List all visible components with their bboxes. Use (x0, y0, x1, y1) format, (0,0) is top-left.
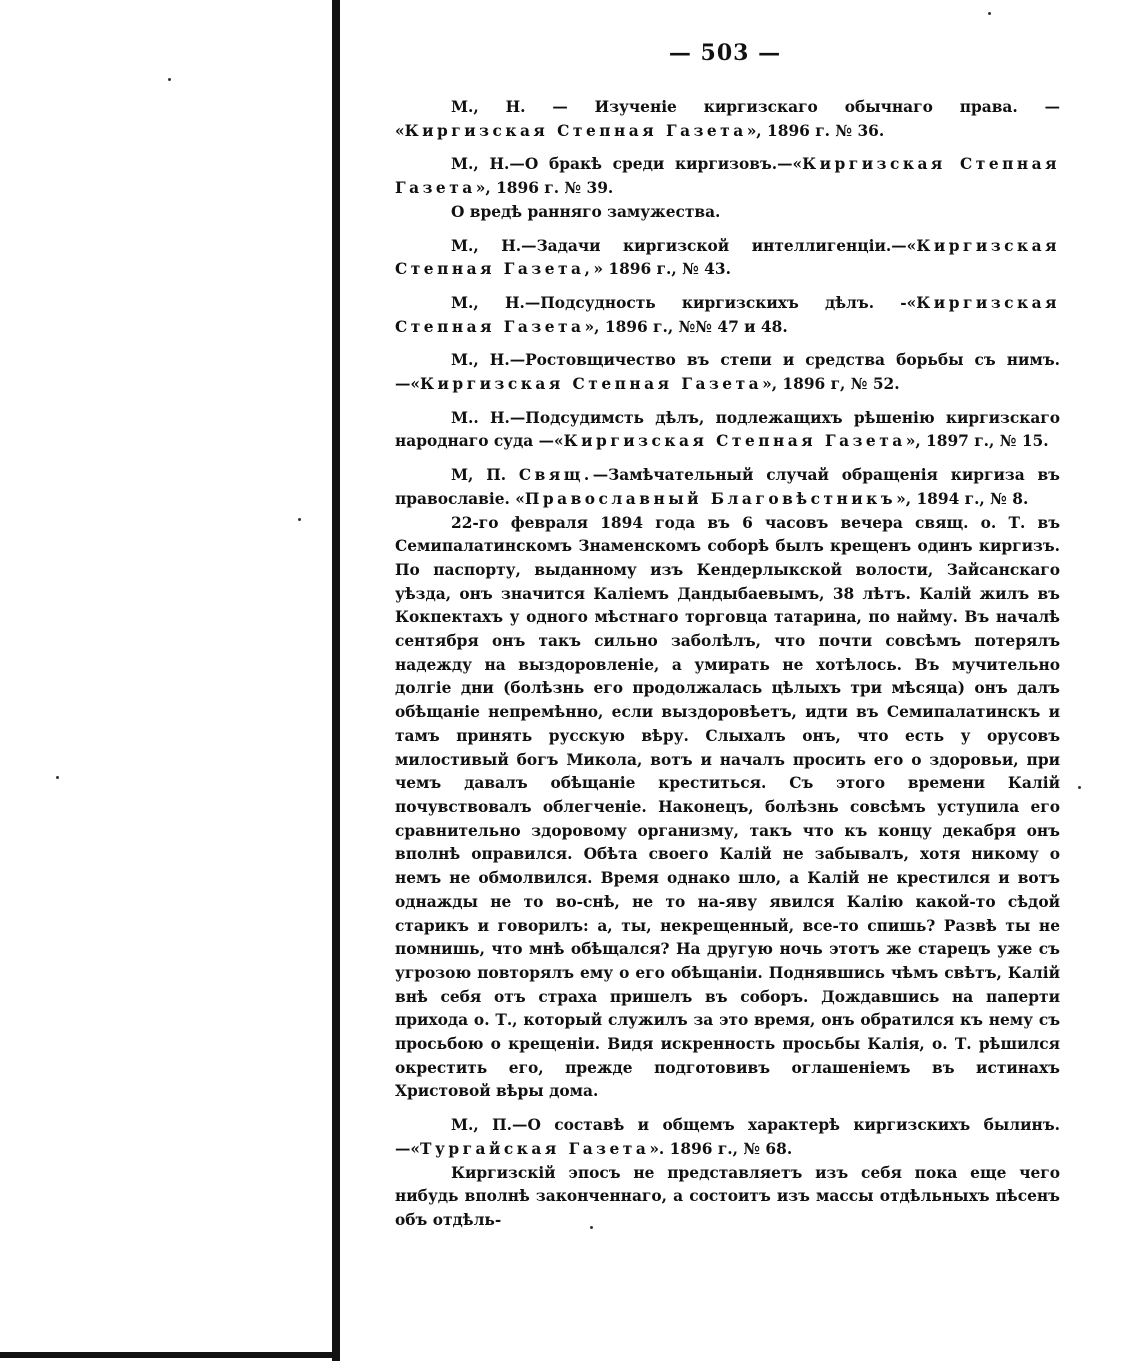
bibliography-entry (395, 464, 1060, 511)
scan-speck (298, 518, 301, 521)
entry-author: М., Н.— (451, 236, 537, 255)
entry-author: М., Н.— (451, 155, 525, 174)
entry-author: М., П.— (451, 1116, 528, 1135)
bibliography-entry (395, 235, 1060, 282)
entry-citation: », 1894 г., № 8. (896, 489, 1029, 508)
entry-title: Задачи киргизской интеллигенціи.—« (536, 236, 917, 255)
entry-title: —Замѣчательный случай обращенія киргиза въ православіе. « (395, 466, 1060, 508)
left-margin-blank (0, 0, 330, 1361)
bibliography-entry (395, 1114, 1060, 1161)
scan-speck (168, 78, 171, 81)
entry-source: Киргизская Степная Газета (420, 375, 763, 394)
scan-speck (988, 12, 991, 15)
entry-author: М, П. (451, 466, 519, 485)
entry-title: О составѣ и общемъ характерѣ киргизскихъ былинъ.—« (395, 1116, 1060, 1158)
entry-abstract: Киргизскій эпосъ не представляетъ изъ себя пока еще чего нибудь вполнѣ законченнаго, а состоитъ изъ массы отдѣльныхъ пѣсенъ объ отдѣль- (395, 1163, 1060, 1229)
entry-citation: », 1897 г., № 15. (905, 432, 1049, 451)
entry-citation: » 1896 г., № 43. (593, 260, 731, 279)
entry-citation: ». 1896 г., № 68. (649, 1139, 793, 1158)
entry-citation: », 1896 г., №№ 47 и 48. (584, 317, 788, 336)
page-number: — 503 — (668, 40, 782, 66)
entry-source: Православный Благовѣстникъ (524, 489, 897, 508)
entry-author: М.. Н.— (451, 408, 526, 427)
entry-source: Киргизская Степная Газета (395, 155, 1061, 198)
bibliography-entry (395, 407, 1060, 454)
bibliography-column (395, 96, 1060, 1243)
entry-source: Киргизская Степная Газета (563, 432, 906, 451)
entry-title: Подсудимсть дѣлъ, подлежащихъ рѣшенію киргизскаго народнаго суда —« (395, 408, 1060, 451)
entry-title: Ростовщичество въ степи и средства борьбы съ нимъ.—« (395, 351, 1060, 394)
bibliography-entry (395, 349, 1060, 396)
entry-title: О бракѣ среди киргизовъ.—« (524, 155, 803, 174)
entry-abstract: 22-го февраля 1894 года въ 6 часовъ вечера свящ. о. Т. въ Семипалатинскомъ Знаменскомъ соборѣ былъ крещенъ одинъ киргизъ. По паспорту, выданному изъ Кендерлыкской волости, Зайсанскаго уѣзда, онъ значится Каліемъ Дандыбаевымъ, 38 лѣтъ. Калій жилъ въ Кокпектахъ у одного мѣстнаго торговца татарина, по найму. Въ началѣ сентября онъ такъ сильно заболѣлъ, что почти совсѣмъ потерялъ надежду на выздоровленіе, а умирать не хотѣлось. Въ мучительно долгіе дни (болѣзнь его продолжалась цѣлыхъ три мѣсяца) онъ далъ обѣщаніе непремѣнно, если выздоровѣетъ, идти въ Семипалатинскъ и тамъ принять русскую вѣру. Слыхалъ онъ, что есть у орусовъ милостивый богъ Микола, вотъ и началъ просить его о здоровьи, при чемъ давалъ обѣщаніе креститься. Съ этого времени Калій почувствовалъ облегченіе. Наконецъ, болѣзнь совсѣмъ уступила его сравнительно здоровому организму, такъ что къ концу декабря онъ вполнѣ оправился. Обѣта своего Калій не забывалъ, хотя никому о немъ не обмолвился. Время однако шло, а Калій не крестился и вотъ однажды не то во-снѣ, не то на-яву явился Калію какой-то сѣдой старикъ и говорилъ: а, ты, некрещенный, все-то спишь? Развѣ ты не помнишь, что мнѣ обѣщался? На другую ночь этотъ же старецъ уже съ угрозою повторялъ ему о его обѣщаніи. Поднявшись чѣмъ свѣтъ, Калій внѣ себя отъ страха пришелъ въ соборъ. Дождавшись на паперти прихода о. Т., который служилъ за это время, онъ обратился къ нему съ просьбою о крещеніи. Видя искренность просьбы Калія, о. Т. рѣшился окрестить его, прежде подготовивъ оглашеніемъ въ истинахъ Христовой вѣры дома. (395, 513, 1060, 1101)
bibliography-entry (395, 153, 1060, 200)
entry-author: М., Н.— (451, 293, 541, 312)
bibliography-entry (395, 292, 1060, 339)
entry-note: О вредѣ ранняго замужества. (451, 202, 721, 221)
entry-source: Тургайская Газета (420, 1139, 650, 1158)
entry-source: Киргизская Степная Газета (395, 293, 1060, 336)
entry-author-title: Свящ. (518, 466, 593, 485)
bibliography-entry (395, 96, 1060, 143)
entry-title: Подсудность киргизскихъ дѣлъ. -« (540, 293, 917, 312)
scan-speck (56, 776, 59, 779)
entry-citation: », 1896 г. № 39. (475, 179, 614, 198)
entry-author: М., Н. — (451, 98, 568, 116)
entry-title: Изученіе киргизскаго обычнаго права. — « (395, 98, 1061, 140)
entry-source: Киргизская Степная Газета (404, 121, 747, 140)
entry-citation: », 1896 г. № 36. (746, 121, 885, 140)
bottom-rule (0, 1352, 340, 1358)
entry-author: М., Н.— (451, 351, 526, 370)
entry-citation: », 1896 г, № 52. (762, 375, 900, 394)
binding-rule (332, 0, 340, 1361)
scan-speck (1078, 786, 1081, 789)
entry-source: Киргизская Степная Газета, (395, 236, 1060, 279)
